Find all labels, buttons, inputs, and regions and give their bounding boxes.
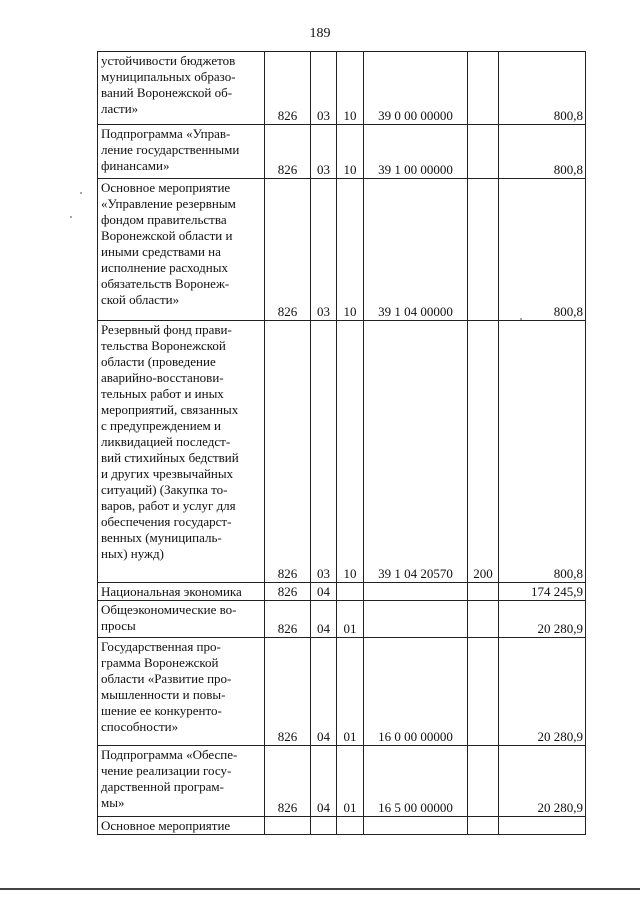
row-vr <box>468 179 499 321</box>
row-vr <box>468 817 499 835</box>
row-vr <box>468 746 499 817</box>
row-gr: 826 <box>265 746 311 817</box>
row-name: Подпрограмма «Обеспе- чение реализации госу- дарственной програм- мы» <box>98 746 265 817</box>
row-rz: 04 <box>311 601 337 638</box>
scan-speck <box>520 318 522 320</box>
row-csr: 16 0 00 00000 <box>364 638 468 746</box>
row-gr: 826 <box>265 321 311 583</box>
scan-edge-line <box>0 888 640 890</box>
row-csr: 39 1 04 20570 <box>364 321 468 583</box>
row-rz: 03 <box>311 321 337 583</box>
row-pr: 10 <box>337 179 364 321</box>
table-row <box>98 817 586 835</box>
row-rz: 03 <box>311 179 337 321</box>
row-gr: 826 <box>265 601 311 638</box>
row-sum: 800,8 <box>499 179 586 321</box>
row-sum: 20 280,9 <box>499 601 586 638</box>
page-number: 189 <box>309 26 331 41</box>
row-csr: 16 5 00 00000 <box>364 746 468 817</box>
row-pr <box>337 817 364 835</box>
row-pr: 10 <box>337 125 364 179</box>
row-pr: 01 <box>337 601 364 638</box>
row-vr <box>468 638 499 746</box>
row-rz: 04 <box>311 746 337 817</box>
row-vr: 200 <box>468 321 499 583</box>
table-row <box>98 638 586 746</box>
row-name: устойчивости бюджетов муниципальных образо- ваний Воронежской об- ласти» <box>98 52 265 125</box>
table-row <box>98 601 586 638</box>
row-vr <box>468 52 499 125</box>
row-gr: 826 <box>265 638 311 746</box>
table-row <box>98 52 586 125</box>
row-sum: 800,8 <box>499 52 586 125</box>
row-sum: 800,8 <box>499 125 586 179</box>
row-name: Резервный фонд прави- тельства Воронежской области (проведение аварийно-восстанови- тельных работ и иных мероприятий, связанных с предупреждением и ликвидацией последст- вий стихийных бедствий и других чрезвычайных ситуаций) (Закупка то- варов, работ и услуг для обеспечения государст- венных (муниципаль- ных) нужд) <box>98 321 265 583</box>
row-sum: 20 280,9 <box>499 746 586 817</box>
budget-table <box>97 51 586 835</box>
row-pr: 10 <box>337 321 364 583</box>
row-name: Подпрограмма «Управ- ление государственными финансами» <box>98 125 265 179</box>
scan-speck <box>80 192 82 194</box>
row-rz: 04 <box>311 638 337 746</box>
table-row <box>98 583 586 601</box>
row-name: Государственная про- грамма Воронежской области «Развитие про- мышленности и повы- шение ее конкуренто- способности» <box>98 638 265 746</box>
row-gr <box>265 817 311 835</box>
row-sum: 800,8 <box>499 321 586 583</box>
row-pr: 10 <box>337 52 364 125</box>
row-gr: 826 <box>265 583 311 601</box>
row-rz <box>311 817 337 835</box>
row-rz: 04 <box>311 583 337 601</box>
row-gr: 826 <box>265 52 311 125</box>
table-row <box>98 125 586 179</box>
row-csr <box>364 583 468 601</box>
row-csr: 39 1 00 00000 <box>364 125 468 179</box>
row-vr <box>468 583 499 601</box>
row-pr <box>337 583 364 601</box>
row-csr: 39 0 00 00000 <box>364 52 468 125</box>
row-pr: 01 <box>337 746 364 817</box>
row-name: Национальная экономика <box>98 583 265 601</box>
row-name: Общеэкономические во- просы <box>98 601 265 638</box>
table-row <box>98 746 586 817</box>
row-sum: 20 280,9 <box>499 638 586 746</box>
row-gr: 826 <box>265 125 311 179</box>
row-rz: 03 <box>311 52 337 125</box>
row-name: Основное мероприятие <box>98 817 265 835</box>
table-row <box>98 179 586 321</box>
row-csr <box>364 601 468 638</box>
scan-speck <box>70 216 72 218</box>
row-csr <box>364 817 468 835</box>
row-vr <box>468 125 499 179</box>
row-sum: 174 245,9 <box>499 583 586 601</box>
row-vr <box>468 601 499 638</box>
row-csr: 39 1 04 00000 <box>364 179 468 321</box>
table-row <box>98 321 586 583</box>
row-pr: 01 <box>337 638 364 746</box>
row-gr: 826 <box>265 179 311 321</box>
row-sum <box>499 817 586 835</box>
row-name: Основное мероприятие «Управление резервным фондом правительства Воронежской области и иными средствами на исполнение расходных обязательств Воронеж- ской области» <box>98 179 265 321</box>
row-rz: 03 <box>311 125 337 179</box>
